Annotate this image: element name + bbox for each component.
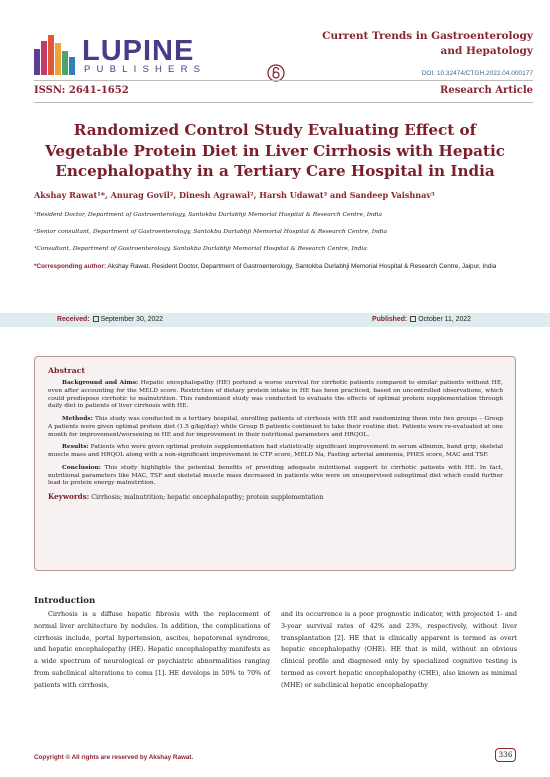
- calendar-icon: [93, 316, 99, 322]
- keywords-text: Cirrhosis; malnutrition; hepatic encephalopathy; protein supplementation: [89, 494, 324, 501]
- author-list: Akshay Rawat¹*, Anurag Govil², Dinesh Agrawal², Harsh Udawat³ and Sandeep Vaishnav³: [34, 190, 435, 200]
- affiliation-3: ³Consultant, Department of Gastroenterology, Santokba Durlabhji Memorial Hospital & Research Centre, India: [34, 246, 367, 252]
- abstract-conclusion-label: Conclusion:: [62, 463, 101, 471]
- copyright: Copyright © All rights are reserved by Akshay Rawat.: [34, 754, 194, 761]
- journal-title-line1: Current Trends in Gastroenterology: [322, 30, 533, 42]
- corresponding-author: [34, 263, 520, 271]
- received-label: Received:: [57, 316, 90, 323]
- abstract-methods-label: Methods:: [62, 415, 93, 422]
- header-divider: [34, 80, 533, 81]
- lupine-logo-icon: [34, 35, 76, 75]
- article-type: Research Article: [440, 85, 533, 96]
- introduction-left-column: Cirrhosis is a diffuse hepatic fibrosis with the replacement of normal liver architecture by nodules. In addition, the complications of cirrhosis include, portal hypertension, ascites, hepatorenal syndrome, and hepatic encephalopathy (HE). Hepatic encephalopathy manifests as a wide spectrum of neurological or psychiatric abnormalities ranging from subclinical alterations to coma [1]. HE develops in 50% to 70% of patients with cirrhosis,: [34, 610, 270, 689]
- published-value: October 11, 2022: [418, 316, 471, 323]
- journal-title-line2: and Hepatology: [440, 45, 533, 57]
- abstract-methods: [48, 415, 503, 439]
- abstract-background: [48, 379, 503, 411]
- abstract-results-text: Patients who were given optimal protein supplementation had statistically significant improvement in serum albumin, hand grip, skeletal muscle mass and HRQOL along with a non-significant improvement in CTP score, MELD Na, Fasting arterial ammonia, PHES score, MAC and TSF.: [48, 444, 503, 458]
- published-date: [372, 316, 471, 323]
- affiliation-1: ¹Resident Doctor, Department of Gastroenterology, Santokba Durlabhji Memorial Hospital & Research Centre, India: [34, 212, 383, 218]
- doi-link[interactable]: DOI: 10.32474/CTGH.2022.04.000177: [421, 70, 533, 77]
- page-number: 336: [495, 748, 516, 762]
- header-divider-lower: [34, 102, 533, 103]
- published-label: Published:: [372, 316, 408, 323]
- abstract-conclusion: [48, 464, 503, 488]
- journal-title: [322, 29, 533, 59]
- abstract-methods-text: This study was conducted in a tertiary hospital, enrolling patients of cirrhosis with HE and randomizing them into two groups – Group A patients were given optimal protein diet (1.5 g/kg/day) while Group B patients continued to take their routine diet. Patients were re-evaluated at one month for improvement/worsening in HE and for improvement in their nutritional parameters and HRQOL.: [48, 416, 503, 438]
- publisher-logo: [34, 33, 214, 79]
- keywords-label: Keywords:: [48, 492, 90, 501]
- corresponding-text: Akshay Rawat, Resident Doctor, Department of Gastroenterology, Santokba Durlabhji Memorial Hospital & Research Centre, Jaipur, India: [106, 263, 497, 270]
- abstract-conclusion-text: This study highlights the potential benefits of providing adequate nutritional support to cirrhotic patients with HE. In fact, nutritional parameters like MAC, TSF and skeletal muscle mass decreased in patients who were on unsupervised suboptimal diet which could further lead to protein energy malnutrition.: [48, 464, 503, 487]
- received-date: [57, 316, 163, 323]
- publisher-sub: PUBLISHERS: [84, 64, 207, 75]
- keywords: [48, 492, 503, 501]
- issn: ISSN: 2641-1652: [34, 85, 129, 96]
- article-title: Randomized Control Study Evaluating Effect of Vegetable Protein Diet in Liver Cirrhosis with Hepatic Encephalopathy in a Tertiary Care Hospital in India: [45, 121, 505, 180]
- abstract-background-text: Hepatic encephalopathy (HE) portend a worse survival for cirrhotic patients compared to similar patients without HE, even after accounting for the MELD score. Restriction of dietary protein intake in HE has been practiced, based on uncontrolled observations, which could predispose cirrhotic to malnutrition. This randomized study was conducted to evaluate the effects of optimal protein supplementation through daily diet in patients of liver cirrhosis with HE.: [48, 380, 503, 410]
- received-value: September 30, 2022: [100, 316, 164, 323]
- abstract-box: [34, 356, 516, 571]
- abstract-results-label: Results:: [62, 443, 89, 451]
- abstract-heading: Abstract: [48, 366, 86, 375]
- publisher-name: LUPINE: [82, 35, 195, 67]
- affiliation-2: ²Senior consultant, Department of Gastroenterology, Santokba Durlabhji Memorial Hospital & Research Centre, India: [34, 229, 388, 235]
- abstract-results: [48, 443, 503, 460]
- abstract-background-label: Background and Aims:: [62, 379, 139, 386]
- introduction-right-column: and its occurrence is a poor prognostic indicator, with projected 1- and 3-year survival rates of 42% and 23%, respectively, without liver transplantation [2]. HE that is clinically apparent is termed as overt hepatic encephalopathy (OHE). HE that is mild, without an obvious clinical profile and diagnosed only by specialized cognitive testing is termed as covert hepatic encephalopathy (CHE), also known as minimal (MHE) or subclinical hepatic encephalopathy: [281, 610, 517, 689]
- corresponding-label: *Corresponding author:: [34, 263, 107, 270]
- introduction-heading: Introduction: [34, 596, 96, 606]
- calendar-icon: [410, 316, 416, 322]
